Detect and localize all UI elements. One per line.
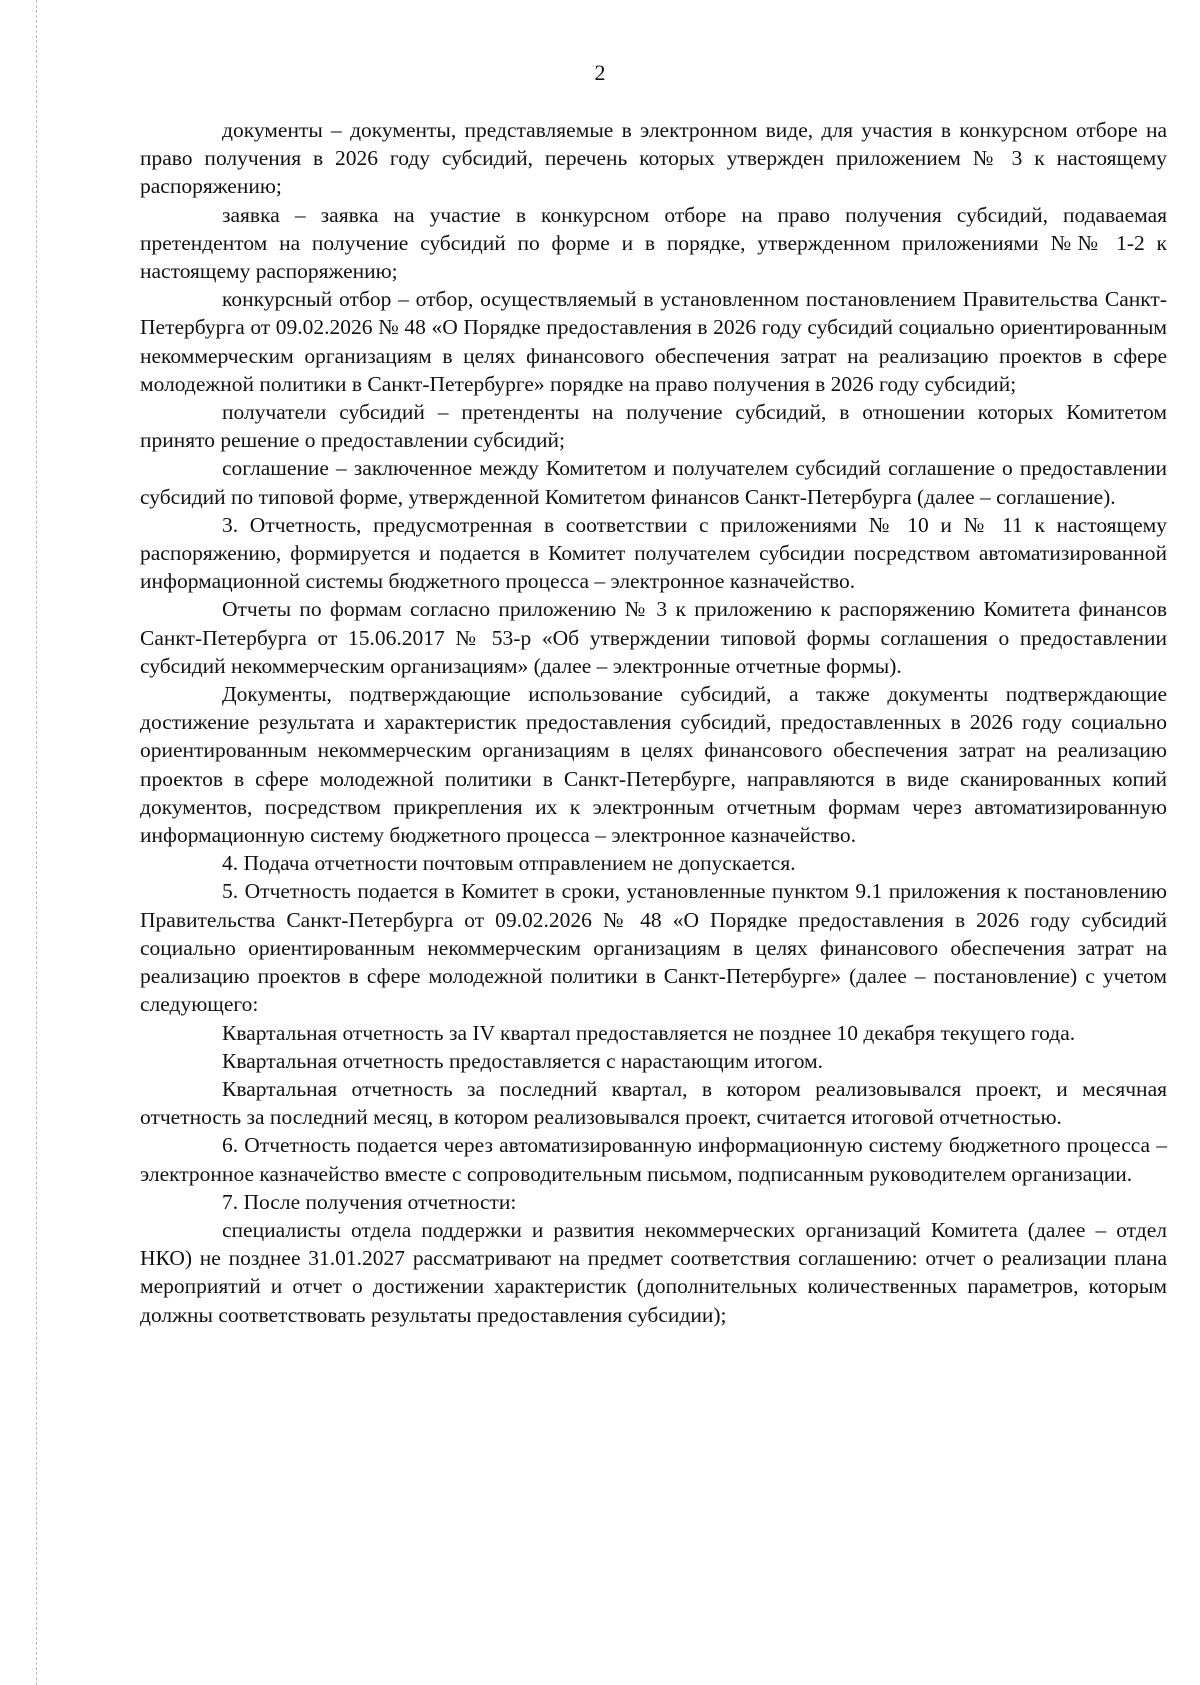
paragraph-report-forms: Отчеты по формам согласно приложению № 3 к приложению к распоряжению Комитета финансов Санкт-Петербурга от 15.06.2017 № 53-р «Об утверждении типовой формы соглашения о предоставлении субсидий некоммерческим организациям» (далее – электронные отчетные формы). bbox=[140, 597, 1167, 678]
paragraph-item-5: 5. Отчетность подается в Комитет в сроки, установленные пунктом 9.1 приложения к постановлению Правительства Санкт-Петербурга от 09.02.2026 № 48 «О Порядке предоставления в 2026 году субсидий социально ориентированным некоммерческим организациям в целях финансового обеспечения затрат на реализацию проектов в сфере молодежной политики в Санкт-Петербурге» (далее – постановление) с учетом следующего: bbox=[140, 879, 1167, 1017]
paragraph-definition-agreement: соглашение – заключенное между Комитетом и получателем субсидий соглашение о предоставлении субсидий по типовой форме, утвержденной Комитетом финансов Санкт-Петербурга (далее – соглашение). bbox=[140, 456, 1167, 509]
paragraph-item-4: 4. Подача отчетности почтовым отправлением не допускается. bbox=[222, 851, 796, 876]
paragraph-final-reporting: Квартальная отчетность за последний квартал, в котором реализовывался проект, и месячная отчетность за последний месяц, в котором реализовывался проект, считается итоговой отчетностью. bbox=[140, 1076, 1167, 1130]
paragraph-cumulative: Квартальная отчетность предоставляется с нарастающим итогом. bbox=[222, 1048, 824, 1073]
paragraph-q4-deadline: Квартальная отчетность за IV квартал предоставляется не позднее 10 декабря текущего года. bbox=[222, 1020, 1076, 1045]
paragraph-definition-competition: конкурсный отбор – отбор, осуществляемый в установленном постановлением Правительства Санкт-Петербурга от 09.02.2026 № 48 «О Порядке предоставления в 2026 году субсидий социально ориентированным некоммерческим организациям в целях финансового обеспечения затрат на реализацию проектов в сфере молодежной политики в Санкт-Петербурге» порядке на право получения в 2026 году субсидий; bbox=[140, 287, 1167, 396]
document-body bbox=[140, 116, 1167, 1329]
paragraph-definition-application: заявка – заявка на участие в конкурсном отборе на право получения субсидий, подаваемая претендентом на получение субсидий по форме и в порядке, утвержденном приложениями №№ 1-2 к настоящему распоряжению; bbox=[140, 202, 1167, 284]
paragraph-item-3: 3. Отчетность, предусмотренная в соответствии с приложениями № 10 и № 11 к настоящему распоряжению, формируется и подается в Комитет получателем субсидии посредством автоматизированной информационной системы бюджетного процесса – электронное казначейство. bbox=[140, 512, 1167, 594]
page-number: 2 bbox=[594, 60, 606, 85]
paragraph-definition-documents: документы – документы, представляемые в электронном виде, для участия в конкурсном отборе на право получения в 2026 году субсидий, перечень которых утвержден приложением № 3 к настоящему распоряжению; bbox=[140, 118, 1167, 199]
paragraph-definition-recipients: получатели субсидий – претенденты на получение субсидий, в отношении которых Комитетом принято решение о предоставлении субсидий; bbox=[140, 400, 1167, 453]
paragraph-item-7: 7. После получения отчетности: bbox=[222, 1189, 517, 1214]
paragraph-nko-review: специалисты отдела поддержки и развития некоммерческих организаций Комитета (далее – отдел НКО) не позднее 31.01.2027 рассматривают на предмет соответствия соглашению: отчет о реализации плана мероприятий и отчет о достижении характеристик (дополнительных количественных параметров, которым должны соответствовать результаты предоставления субсидии); bbox=[140, 1217, 1167, 1327]
paragraph-item-6: 6. Отчетность подается через автоматизированную информационную систему бюджетного процесса – электронное казначейство вместе с сопроводительным письмом, подписанным руководителем организации. bbox=[140, 1133, 1167, 1186]
scan-edge-artifact bbox=[36, 0, 37, 1685]
paragraph-supporting-documents: Документы, подтверждающие использование субсидий, а также документы подтверждающие достижение результата и характеристик предоставления субсидий, предоставленных в 2026 году социально ориентированным некоммерческим организациям в целях финансового обеспечения затрат на реализацию проектов в сфере молодежной политики в Санкт-Петербурге, направляются в виде сканированных копий документов, посредством прикрепления их к электронным отчетным формам через автоматизированную информационную систему бюджетного процесса – электронное казначейство. bbox=[140, 682, 1167, 848]
